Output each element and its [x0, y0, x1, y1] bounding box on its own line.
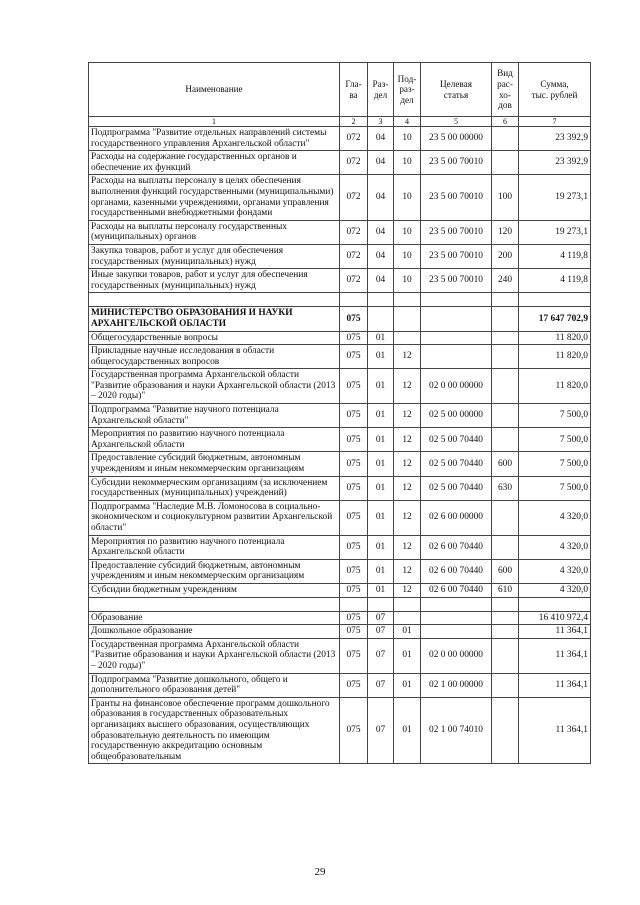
cell-glava: 075	[340, 697, 368, 764]
cell-vid	[492, 345, 519, 369]
cell-target: 02 5 00 70440	[421, 452, 492, 476]
cell-target: 02 0 00 00000	[421, 369, 492, 404]
cell-glava: 072	[340, 127, 368, 151]
table-row	[89, 638, 591, 673]
cell-podrazdel	[394, 307, 421, 331]
cell-glava: 075	[340, 452, 368, 476]
cell-glava: 075	[340, 625, 368, 639]
cell-sum: 4 119,8	[519, 269, 591, 293]
cell-name: Закупка товаров, работ и услуг для обеспечения государственных (муниципальных) нужд	[89, 244, 340, 268]
table-row	[89, 559, 591, 583]
cell-razdel: 04	[368, 175, 394, 220]
cell-glava: 072	[340, 151, 368, 175]
cell-vid: 610	[492, 583, 519, 597]
cell-razdel: 07	[368, 673, 394, 697]
cell-sum: 16 410 972,4	[519, 611, 591, 625]
cell-razdel: 01	[368, 476, 394, 500]
cell-name: Иные закупки товаров, работ и услуг для обеспечения государственных (муниципальных) нужд	[89, 269, 340, 293]
cell-target: 02 5 00 70440	[421, 476, 492, 500]
cell-glava: 075	[340, 535, 368, 559]
cell-target: 02 6 00 70440	[421, 535, 492, 559]
cell-podrazdel	[394, 331, 421, 345]
table-row	[89, 611, 591, 625]
cell-name: Мероприятия по развитию научного потенциала Архангельской области	[89, 535, 340, 559]
cell-sum: 17 647 702,9	[519, 307, 591, 331]
table-row	[89, 500, 591, 535]
cell-name: Расходы на выплаты персоналу в целях обеспечения выполнения функций государственными (муниципальными) органами, казенными учреждениями, органами управления государственными внебюджетными фондами	[89, 175, 340, 220]
cell-razdel	[368, 307, 394, 331]
cell-razdel	[368, 597, 394, 611]
cell-vid	[492, 151, 519, 175]
cell-razdel: 04	[368, 220, 394, 244]
table-row	[89, 625, 591, 639]
cell-vid	[492, 404, 519, 428]
cell-podrazdel: 12	[394, 428, 421, 452]
cell-razdel: 04	[368, 244, 394, 268]
cell-razdel: 01	[368, 535, 394, 559]
header-name: Наименование	[89, 63, 340, 117]
cell-glava: 075	[340, 428, 368, 452]
cell-vid	[492, 697, 519, 764]
cell-glava: 072	[340, 175, 368, 220]
cell-sum: 7 500,0	[519, 404, 591, 428]
table-row	[89, 404, 591, 428]
cell-name: Предоставление субсидий бюджетным, автономным учреждениям и иным некоммерческим организациям	[89, 559, 340, 583]
column-number-row	[89, 117, 591, 127]
cell-name: Расходы на выплаты персоналу государственных (муниципальных) органов	[89, 220, 340, 244]
cell-podrazdel: 12	[394, 369, 421, 404]
cell-vid	[492, 500, 519, 535]
cell-sum: 11 364,1	[519, 625, 591, 639]
cell-sum: 4 320,0	[519, 535, 591, 559]
cell-podrazdel	[394, 293, 421, 307]
cell-vid	[492, 428, 519, 452]
cell-sum: 4 320,0	[519, 559, 591, 583]
cell-name: Подпрограмма "Развитие отдельных направлений системы государственного управления Архангельской области"	[89, 127, 340, 151]
cell-name: Образование	[89, 611, 340, 625]
table-row	[89, 345, 591, 369]
cell-vid	[492, 369, 519, 404]
cell-glava: 072	[340, 220, 368, 244]
cell-target	[421, 307, 492, 331]
cell-target: 02 1 00 00000	[421, 673, 492, 697]
cell-target: 02 6 00 00000	[421, 500, 492, 535]
cell-sum: 11 364,1	[519, 673, 591, 697]
cell-sum: 11 820,0	[519, 369, 591, 404]
cell-target: 02 6 00 70440	[421, 583, 492, 597]
cell-razdel: 04	[368, 269, 394, 293]
cell-razdel: 01	[368, 345, 394, 369]
cell-name: Субсидии некоммерческим организациям (за исключением государственных (муниципальных) учреждений)	[89, 476, 340, 500]
table-row	[89, 673, 591, 697]
cell-podrazdel: 01	[394, 697, 421, 764]
cell-razdel: 07	[368, 697, 394, 764]
cell-vid	[492, 597, 519, 611]
table-row	[89, 127, 591, 151]
column-number: 1	[89, 117, 340, 127]
cell-razdel: 04	[368, 151, 394, 175]
header-glava: Гла- ва	[340, 63, 368, 117]
header-vid: Вид рас- хо- дов	[492, 63, 519, 117]
cell-name: Подпрограмма "Наследие М.В. Ломоносова в социально-экономическом и социокультурном развитии Архангельской области"	[89, 500, 340, 535]
cell-name	[89, 597, 340, 611]
cell-razdel: 04	[368, 127, 394, 151]
cell-name	[89, 293, 340, 307]
cell-sum: 11 364,1	[519, 638, 591, 673]
header-podrazdel: Под- раз- дел	[394, 63, 421, 117]
cell-podrazdel: 12	[394, 583, 421, 597]
cell-podrazdel	[394, 597, 421, 611]
cell-sum: 7 500,0	[519, 476, 591, 500]
cell-target: 02 5 00 70440	[421, 428, 492, 452]
cell-vid	[492, 293, 519, 307]
cell-razdel: 01	[368, 500, 394, 535]
cell-podrazdel: 01	[394, 673, 421, 697]
table-body	[89, 127, 591, 764]
table-row	[89, 175, 591, 220]
column-number: 4	[394, 117, 421, 127]
cell-glava: 075	[340, 404, 368, 428]
cell-target: 02 5 00 00000	[421, 404, 492, 428]
cell-vid: 600	[492, 559, 519, 583]
cell-podrazdel	[394, 611, 421, 625]
table-row	[89, 476, 591, 500]
budget-table	[88, 62, 591, 764]
cell-sum: 4 320,0	[519, 583, 591, 597]
cell-razdel: 01	[368, 559, 394, 583]
table-row	[89, 428, 591, 452]
cell-sum	[519, 597, 591, 611]
cell-name: Подпрограмма "Развитие научного потенциала Архангельской области"	[89, 404, 340, 428]
cell-vid: 100	[492, 175, 519, 220]
header-row	[89, 63, 591, 117]
cell-name: Государственная программа Архангельской области "Развитие образования и науки Архангельской области (2013 – 2020 годы)"	[89, 638, 340, 673]
cell-vid	[492, 625, 519, 639]
table-row	[89, 269, 591, 293]
table-row	[89, 583, 591, 597]
cell-glava	[340, 597, 368, 611]
cell-sum: 7 500,0	[519, 452, 591, 476]
cell-razdel: 07	[368, 611, 394, 625]
cell-razdel: 01	[368, 452, 394, 476]
cell-glava: 075	[340, 369, 368, 404]
cell-razdel: 01	[368, 331, 394, 345]
cell-target: 23 5 00 70010	[421, 151, 492, 175]
cell-razdel: 07	[368, 625, 394, 639]
cell-target: 23 5 00 70010	[421, 269, 492, 293]
cell-sum: 19 273,1	[519, 220, 591, 244]
cell-name: Субсидии бюджетным учреждениям	[89, 583, 340, 597]
cell-podrazdel: 10	[394, 175, 421, 220]
cell-target: 23 5 00 70010	[421, 244, 492, 268]
cell-razdel: 01	[368, 583, 394, 597]
table-row	[89, 535, 591, 559]
empty-row	[89, 293, 591, 307]
cell-razdel: 01	[368, 428, 394, 452]
cell-glava	[340, 293, 368, 307]
cell-glava: 075	[340, 500, 368, 535]
cell-sum: 19 273,1	[519, 175, 591, 220]
table-row	[89, 244, 591, 268]
cell-glava: 072	[340, 269, 368, 293]
cell-razdel: 07	[368, 638, 394, 673]
cell-sum: 23 392,9	[519, 151, 591, 175]
cell-podrazdel: 10	[394, 220, 421, 244]
cell-podrazdel: 12	[394, 476, 421, 500]
cell-podrazdel: 01	[394, 625, 421, 639]
cell-podrazdel: 12	[394, 535, 421, 559]
cell-vid: 120	[492, 220, 519, 244]
cell-razdel	[368, 293, 394, 307]
cell-glava: 075	[340, 673, 368, 697]
cell-name: Общегосударственные вопросы	[89, 331, 340, 345]
cell-name: Гранты на финансовое обеспечение программ дошкольного образования в государственных образовательных организациях высшего образования, осуществляющих образовательную деятельность по имеющим государственную аккредитацию основным общеобразовательным	[89, 697, 340, 764]
header-sum: Сумма, тыс. рублей	[519, 63, 591, 117]
cell-vid	[492, 611, 519, 625]
cell-podrazdel: 01	[394, 638, 421, 673]
table-row	[89, 331, 591, 345]
page-number: 29	[314, 866, 326, 878]
cell-target	[421, 611, 492, 625]
cell-vid: 630	[492, 476, 519, 500]
cell-target: 23 5 00 70010	[421, 175, 492, 220]
cell-podrazdel: 12	[394, 452, 421, 476]
cell-target: 02 1 00 74010	[421, 697, 492, 764]
cell-name: Дошкольное образование	[89, 625, 340, 639]
header-razdel: Раз- дел	[368, 63, 394, 117]
cell-podrazdel: 10	[394, 151, 421, 175]
cell-podrazdel: 12	[394, 404, 421, 428]
cell-glava: 075	[340, 331, 368, 345]
cell-podrazdel: 10	[394, 127, 421, 151]
cell-sum: 7 500,0	[519, 428, 591, 452]
cell-glava: 075	[340, 611, 368, 625]
cell-podrazdel: 12	[394, 559, 421, 583]
cell-razdel: 01	[368, 404, 394, 428]
table-row	[89, 369, 591, 404]
column-number: 5	[421, 117, 492, 127]
table-row	[89, 307, 591, 331]
column-number: 6	[492, 117, 519, 127]
cell-glava: 072	[340, 244, 368, 268]
cell-podrazdel: 12	[394, 345, 421, 369]
cell-name: Мероприятия по развитию научного потенциала Архангельской области	[89, 428, 340, 452]
cell-name: Прикладные научные исследования в области общегосударственных вопросов	[89, 345, 340, 369]
cell-target	[421, 293, 492, 307]
column-number: 3	[368, 117, 394, 127]
cell-sum	[519, 293, 591, 307]
header-target: Целевая статья	[421, 63, 492, 117]
cell-vid	[492, 535, 519, 559]
cell-sum: 11 820,0	[519, 331, 591, 345]
cell-target	[421, 345, 492, 369]
cell-vid	[492, 127, 519, 151]
table-row	[89, 697, 591, 764]
cell-sum: 11 820,0	[519, 345, 591, 369]
cell-sum: 4 320,0	[519, 500, 591, 535]
cell-sum: 4 119,8	[519, 244, 591, 268]
cell-vid	[492, 638, 519, 673]
cell-glava: 075	[340, 638, 368, 673]
empty-row	[89, 597, 591, 611]
cell-name: Предоставление субсидий бюджетным, автономным учреждениям и иным некоммерческим организациям	[89, 452, 340, 476]
table-row	[89, 220, 591, 244]
cell-vid: 200	[492, 244, 519, 268]
cell-podrazdel: 10	[394, 269, 421, 293]
cell-vid	[492, 331, 519, 345]
cell-target	[421, 597, 492, 611]
cell-name: Государственная программа Архангельской области "Развитие образования и науки Архангельской области (2013 – 2020 годы)"	[89, 369, 340, 404]
cell-target: 02 0 00 00000	[421, 638, 492, 673]
cell-sum: 11 364,1	[519, 697, 591, 764]
cell-glava: 075	[340, 307, 368, 331]
cell-target: 23 5 00 00000	[421, 127, 492, 151]
column-number: 2	[340, 117, 368, 127]
table-row	[89, 151, 591, 175]
cell-target: 02 6 00 70440	[421, 559, 492, 583]
cell-glava: 075	[340, 476, 368, 500]
cell-name: Расходы на содержание государственных органов и обеспечение их функций	[89, 151, 340, 175]
cell-name: Подпрограмма "Развитие дошкольного, общего и дополнительного образования детей"	[89, 673, 340, 697]
cell-target: 23 5 00 70010	[421, 220, 492, 244]
cell-glava: 075	[340, 345, 368, 369]
table-row	[89, 452, 591, 476]
cell-glava: 075	[340, 559, 368, 583]
cell-vid: 240	[492, 269, 519, 293]
column-number: 7	[519, 117, 591, 127]
cell-podrazdel: 12	[394, 500, 421, 535]
cell-target	[421, 625, 492, 639]
cell-target	[421, 331, 492, 345]
cell-vid	[492, 673, 519, 697]
cell-glava: 075	[340, 583, 368, 597]
cell-name: МИНИСТЕРСТВО ОБРАЗОВАНИЯ И НАУКИ АРХАНГЕЛЬСКОЙ ОБЛАСТИ	[89, 307, 340, 331]
cell-podrazdel: 10	[394, 244, 421, 268]
cell-vid: 600	[492, 452, 519, 476]
cell-razdel: 01	[368, 369, 394, 404]
cell-vid	[492, 307, 519, 331]
cell-sum: 23 392,9	[519, 127, 591, 151]
